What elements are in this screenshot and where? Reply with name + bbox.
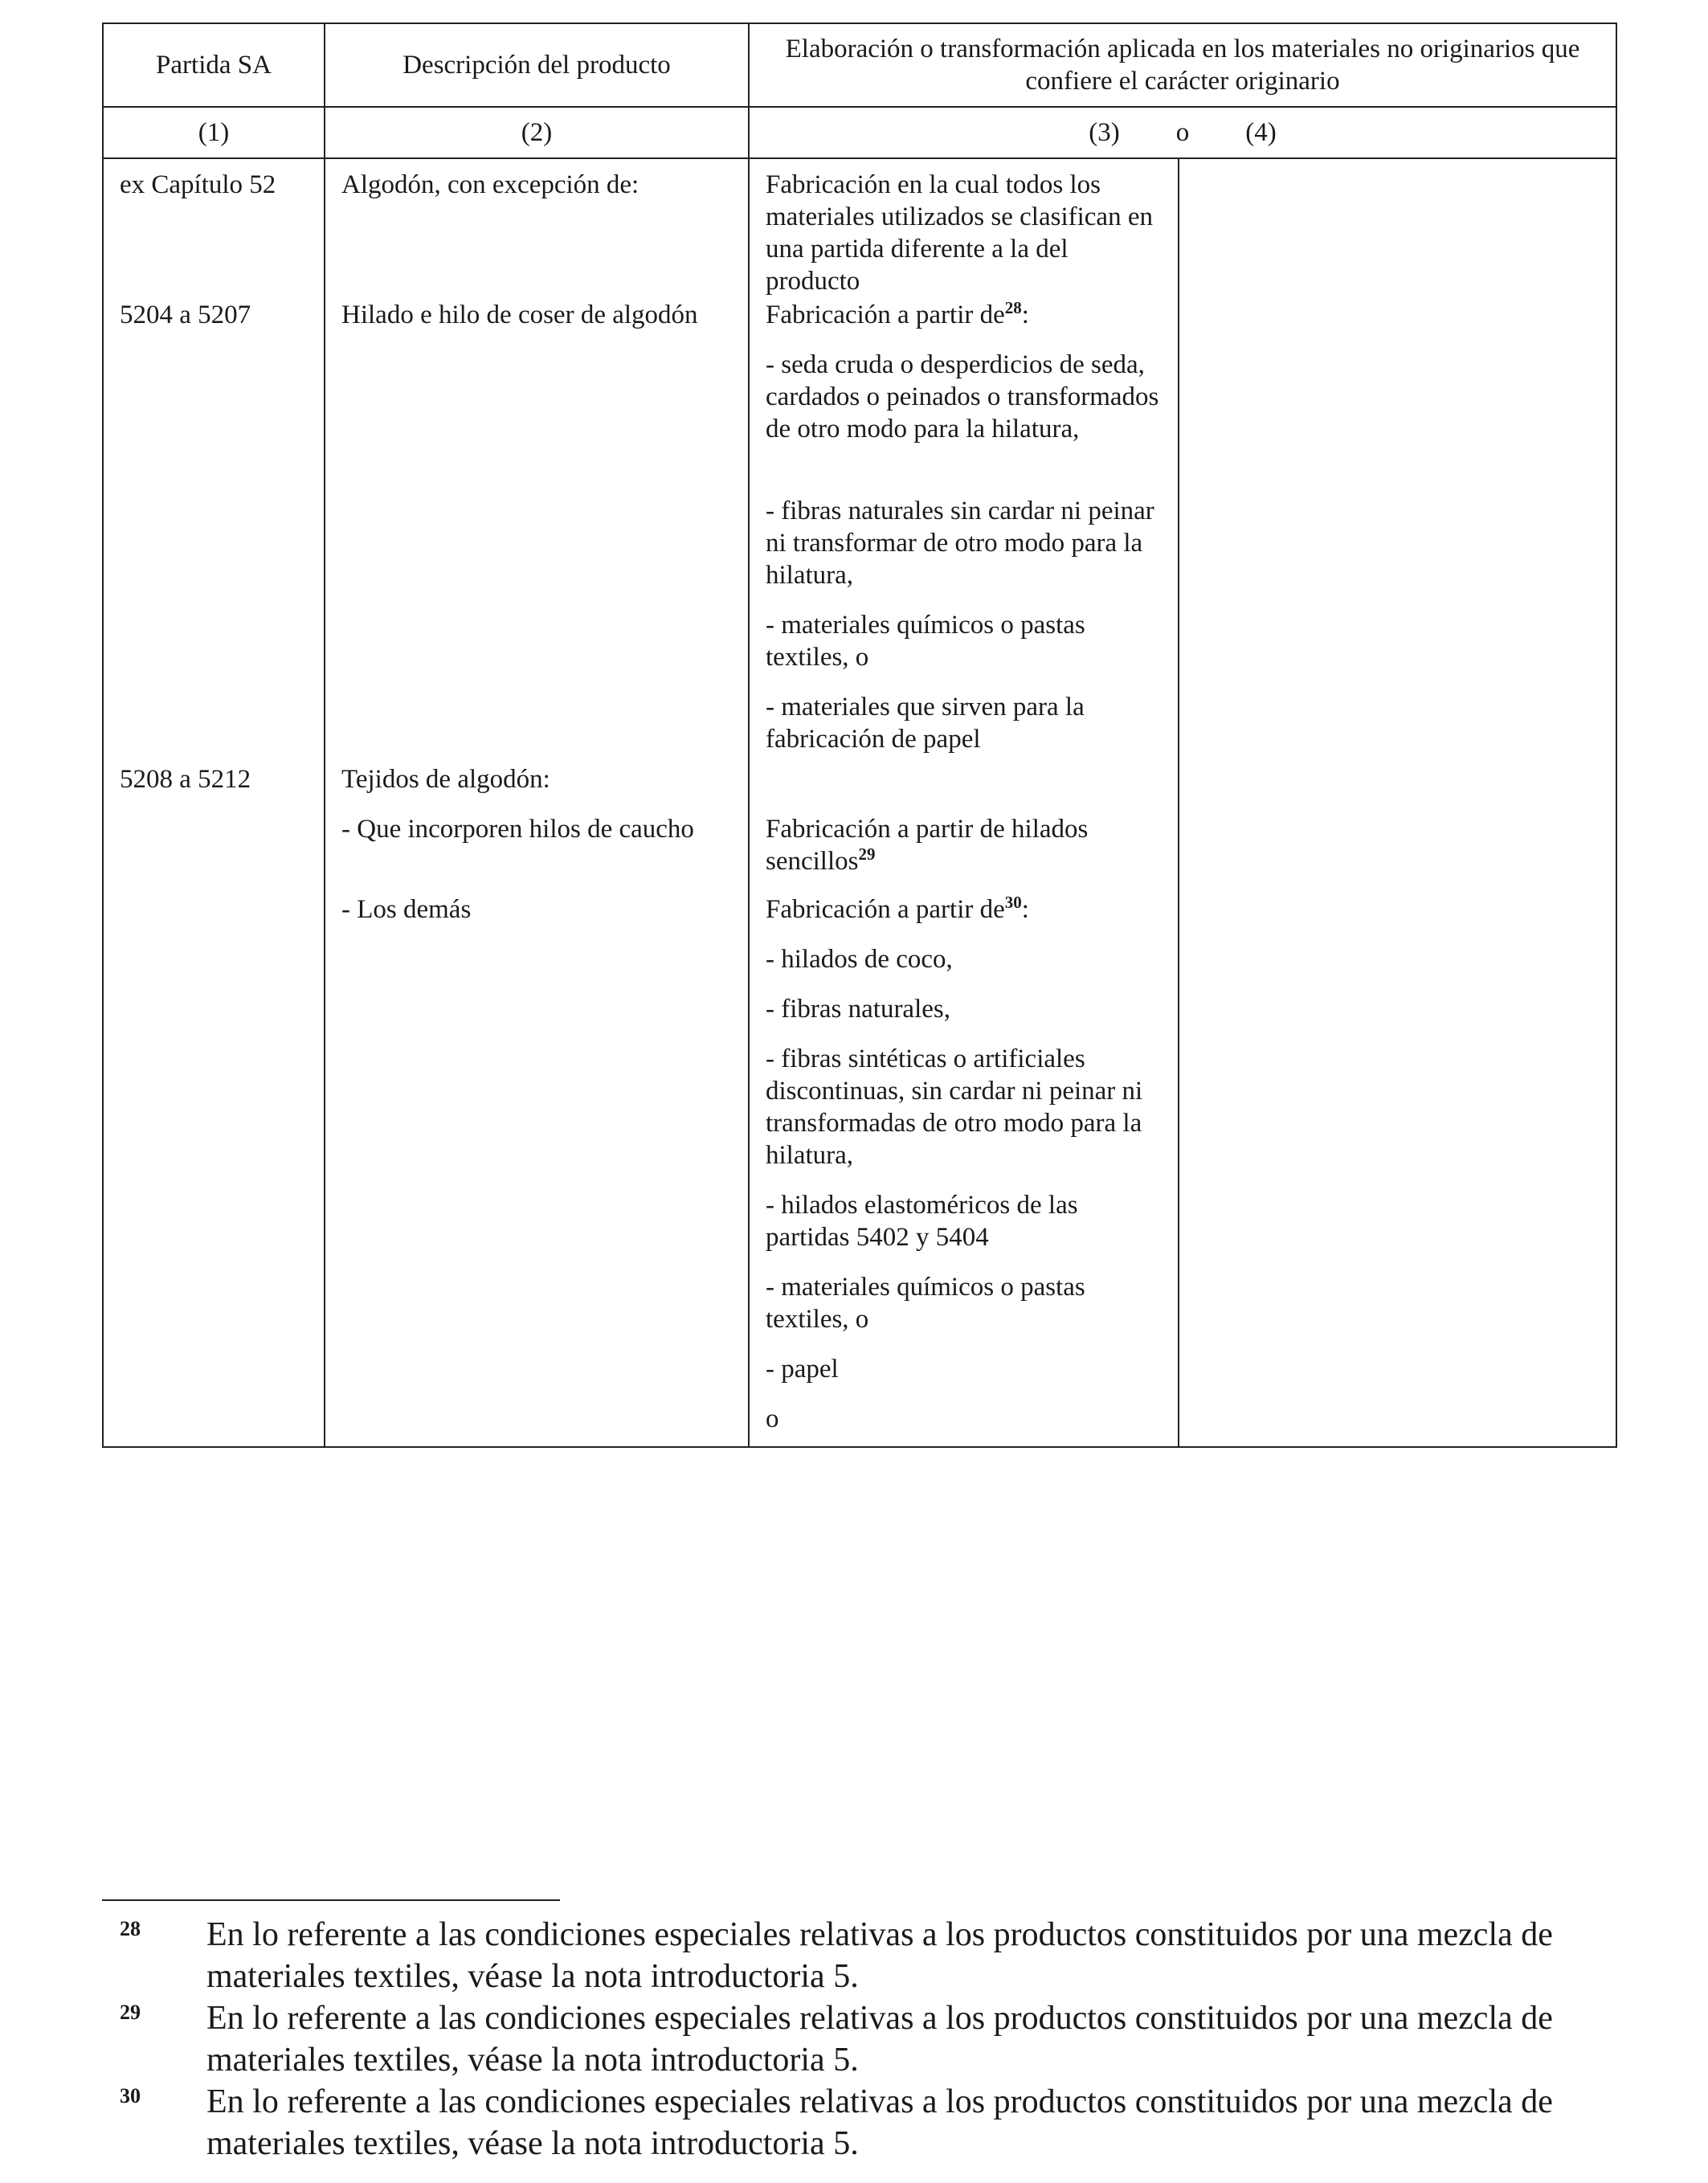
code-ex-52: ex Capítulo 52 (120, 170, 276, 199)
descripcion-cell (325, 158, 749, 1447)
rule-5208-item: - materiales químicos o pastas textiles, o (766, 1273, 1085, 1334)
footnotes (102, 1914, 1616, 2165)
elaboracion-cell (749, 158, 1179, 1447)
footnote-number: 29 (120, 2001, 141, 2024)
rule-5204-item: - seda cruda o desperdicios de seda, cardados o peinados o transformados de otro modo para la hilatura, (766, 350, 1159, 444)
footnote-text: En lo referente a las condiciones especiales relativas a los productos constituidos por una mezcla de materiales textiles, véase la nota introductoria 5. (206, 2000, 1553, 2079)
footnote (102, 1997, 1616, 2081)
rule-5208-item: - fibras naturales, (766, 995, 950, 1024)
footnote-number: 28 (120, 1917, 141, 1940)
header-row (103, 23, 1616, 107)
header-elaboracion: Elaboración o transformación aplicada en los materiales no originarios que confiere el carácter originario (749, 23, 1616, 107)
footnote-text: En lo referente a las condiciones especiales relativas a los productos constituidos por una mezcla de materiales textiles, véase la nota introductoria 5. (206, 2083, 1553, 2162)
rule-cap52: Fabricación en la cual todos los materiales utilizados se clasifican en una partida diferente a la del producto (766, 170, 1153, 296)
col-number-1: (1) (103, 107, 325, 158)
rule-5208-item: - hilados de coco, (766, 945, 953, 974)
desc-tejidos: Tejidos de algodón: (341, 765, 550, 794)
footnote-ref-29[interactable]: 29 (858, 844, 876, 864)
col-number-2: (2) (325, 107, 749, 158)
desc-hilos-caucho: - Que incorporen hilos de caucho (341, 815, 694, 844)
footnote-ref-30[interactable]: 30 (1004, 893, 1022, 912)
col-number-or: o (1175, 118, 1190, 147)
desc-algodon: Algodón, con excepción de: (341, 170, 639, 199)
desc-los-demas: - Los demás (341, 895, 472, 924)
footnote-ref-28[interactable]: 28 (1004, 298, 1022, 317)
code-5208-5212: 5208 a 5212 (120, 765, 251, 794)
rule-5208-item: - fibras sintéticas o artificiales discontinuas, sin cardar ni peinar ni transformadas de otro modo para la hilatura, (766, 1044, 1143, 1170)
column-number-row (103, 107, 1616, 158)
rules-table (102, 22, 1617, 1448)
rule-5208-trailing-or: o (766, 1404, 779, 1433)
header-descripcion: Descripción del producto (325, 23, 749, 107)
rule-5208-sub1: Fabricación a partir de hilados sencillos$^{29}$ (766, 815, 1089, 876)
rule-5208-item: - papel (766, 1355, 839, 1384)
rule-5208-sub2-intro: Fabricación a partir $de^{30}$: (766, 893, 1029, 924)
partida-cell (103, 158, 325, 1447)
rule-5204-intro: Fabricación a partir $de^{28}$: (766, 298, 1029, 329)
footnote-number: 30 (120, 2084, 141, 2107)
footnote-text: En lo referente a las condiciones especiales relativas a los productos constituidos por una mezcla de materiales textiles, véase la nota introductoria 5. (206, 1916, 1553, 1995)
table-row (103, 158, 1616, 1447)
col-number-3-4 (749, 107, 1616, 158)
rule-5204-item: - materiales químicos o pastas textiles, o (766, 611, 1085, 672)
rule-5208-blank (766, 763, 1162, 813)
rule-5204-item: - materiales que sirven para la fabricación de papel (766, 693, 1085, 754)
col-number-3: (3) (1089, 118, 1120, 147)
desc-hilado: Hilado e hilo de coser de algodón (341, 300, 698, 329)
alternative-rule-cell (1179, 158, 1616, 1447)
footnote-separator (102, 1899, 560, 1901)
col-number-4: (4) (1245, 118, 1277, 147)
code-5204-5207: 5204 a 5207 (120, 300, 251, 329)
header-partida: Partida SA (103, 23, 325, 107)
rule-5204-item: - fibras naturales sin cardar ni peinar ni transformar de otro modo para la hilatura, (766, 497, 1154, 590)
footnote (102, 1914, 1616, 1997)
rule-5208-item: - hilados elastoméricos de las partidas 5402 y 5404 (766, 1191, 1078, 1252)
footnote (102, 2081, 1616, 2165)
